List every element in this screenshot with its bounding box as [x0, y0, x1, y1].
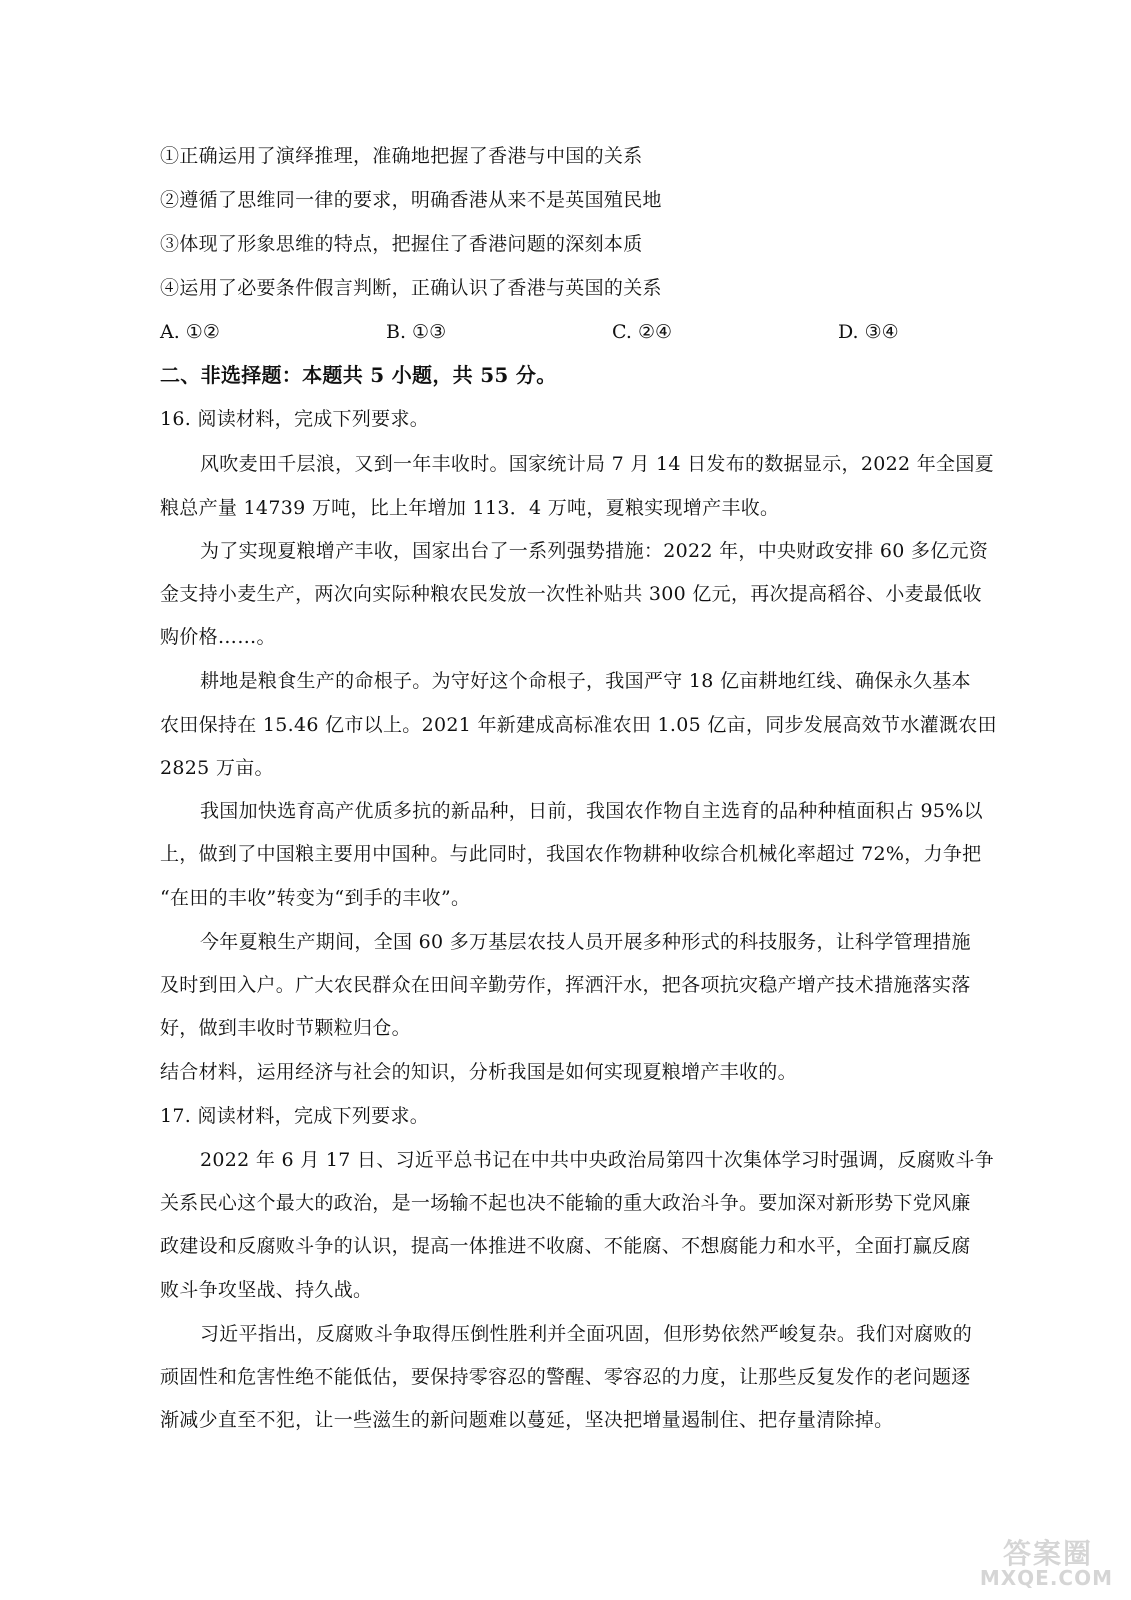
- q17-p1-line4: 败斗争攻坚战、持久战。: [160, 1279, 373, 1301]
- watermark-url: MXQE.COM: [979, 1566, 1113, 1590]
- q16-p3-line3: 2825 万亩。: [160, 757, 274, 779]
- q16-p4-line2: 上，做到了中国粮主要用中国种。与此同时，我国农作物耕种收综合机械化率超过 72%，力争把: [160, 843, 982, 865]
- q16-p3-line2: 农田保持在 15.46 亿市以上。2021 年新建成高标准农田 1.05 亿亩，同步发展高效节水灌溉农田: [160, 714, 997, 736]
- statement-2: ②遵循了思维同一律的要求，明确香港从来不是英国殖民地: [160, 189, 662, 211]
- q17-prompt: 17. 阅读材料，完成下列要求。: [160, 1105, 430, 1127]
- option-b: B. ①③: [386, 321, 447, 343]
- statement-1: ①正确运用了演绎推理，准确地把握了香港与中国的关系: [160, 145, 643, 167]
- q17-p1-line1: 2022 年 6 月 17 日、习近平总书记在中共中央政治局第四十次集体学习时强调，反腐败斗争: [200, 1149, 994, 1171]
- q16-p2-line3: 购价格……。: [160, 626, 276, 648]
- q16-p4-line3: “在田的丰收”转变为“到手的丰收”。: [160, 887, 471, 909]
- watermark-logo: [953, 1532, 1113, 1590]
- q17-p2-line1: 习近平指出，反腐败斗争取得压倒性胜利并全面巩固，但形势依然严峻复杂。我们对腐败的: [200, 1323, 973, 1345]
- statement-4: ④运用了必要条件假言判断，正确认识了香港与英国的关系: [160, 277, 662, 299]
- q16-p1-line1: 风吹麦田千层浪，又到一年丰收时。国家统计局 7 月 14 日发布的数据显示，2022 年全国夏: [200, 453, 994, 475]
- q16-p1-line2: 粮总产量 14739 万吨，比上年增加 113．4 万吨，夏粮实现增产丰收。: [160, 497, 780, 519]
- answer-options: [160, 319, 990, 345]
- q16-p5-line2: 及时到田入户。广大农民群众在田间辛勤劳作，挥洒汗水，把各项抗灾稳产增产技术措施落实落: [160, 974, 971, 996]
- q17-p2-line2: 顽固性和危害性绝不能低估，要保持零容忍的警醒、零容忍的力度，让那些反复发作的老问题逐: [160, 1366, 971, 1388]
- q17-p1-line2: 关系民心这个最大的政治，是一场输不起也决不能输的重大政治斗争。要加深对新形势下党风廉: [160, 1192, 971, 1214]
- q16-p4-line1: 我国加快选育高产优质多抗的新品种，日前，我国农作物自主选育的品种种植面积占 95%以: [200, 800, 983, 822]
- statement-3: ③体现了形象思维的特点，把握住了香港问题的深刻本质: [160, 233, 643, 255]
- q16-p2-line1: 为了实现夏粮增产丰收，国家出台了一系列强势措施：2022 年，中央财政安排 60 多亿元资: [200, 540, 989, 562]
- q16-p5-line1: 今年夏粮生产期间，全国 60 多万基层农技人员开展多种形式的科技服务，让科学管理措施: [200, 931, 971, 953]
- option-c: C. ②④: [612, 321, 673, 343]
- option-a: A. ①②: [160, 321, 220, 343]
- q17-p1-line3: 政建设和反腐败斗争的认识，提高一体推进不收腐、不能腐、不想腐能力和水平，全面打赢反腐: [160, 1235, 971, 1257]
- section-heading: 二、非选择题：本题共 5 小题，共 55 分。: [160, 363, 557, 387]
- option-d: D. ③④: [838, 321, 899, 343]
- q16-prompt: 16. 阅读材料，完成下列要求。: [160, 408, 430, 430]
- q17-p2-line3: 渐减少直至不犯，让一些滋生的新问题难以蔓延，坚决把增量遏制住、把存量清除掉。: [160, 1409, 894, 1431]
- q16-p3-line1: 耕地是粮食生产的命根子。为守好这个命根子，我国严守 18 亿亩耕地红线、确保永久基本: [200, 670, 971, 692]
- watermark-text: 答案圈: [1002, 1537, 1093, 1570]
- q16-question: 结合材料，运用经济与社会的知识，分析我国是如何实现夏粮增产丰收的。: [160, 1061, 797, 1083]
- q16-p5-line3: 好，做到丰收时节颗粒归仓。: [160, 1017, 411, 1039]
- q16-p2-line2: 金支持小麦生产，两次向实际种粮农民发放一次性补贴共 300 亿元，再次提高稻谷、小麦最低收: [160, 583, 982, 605]
